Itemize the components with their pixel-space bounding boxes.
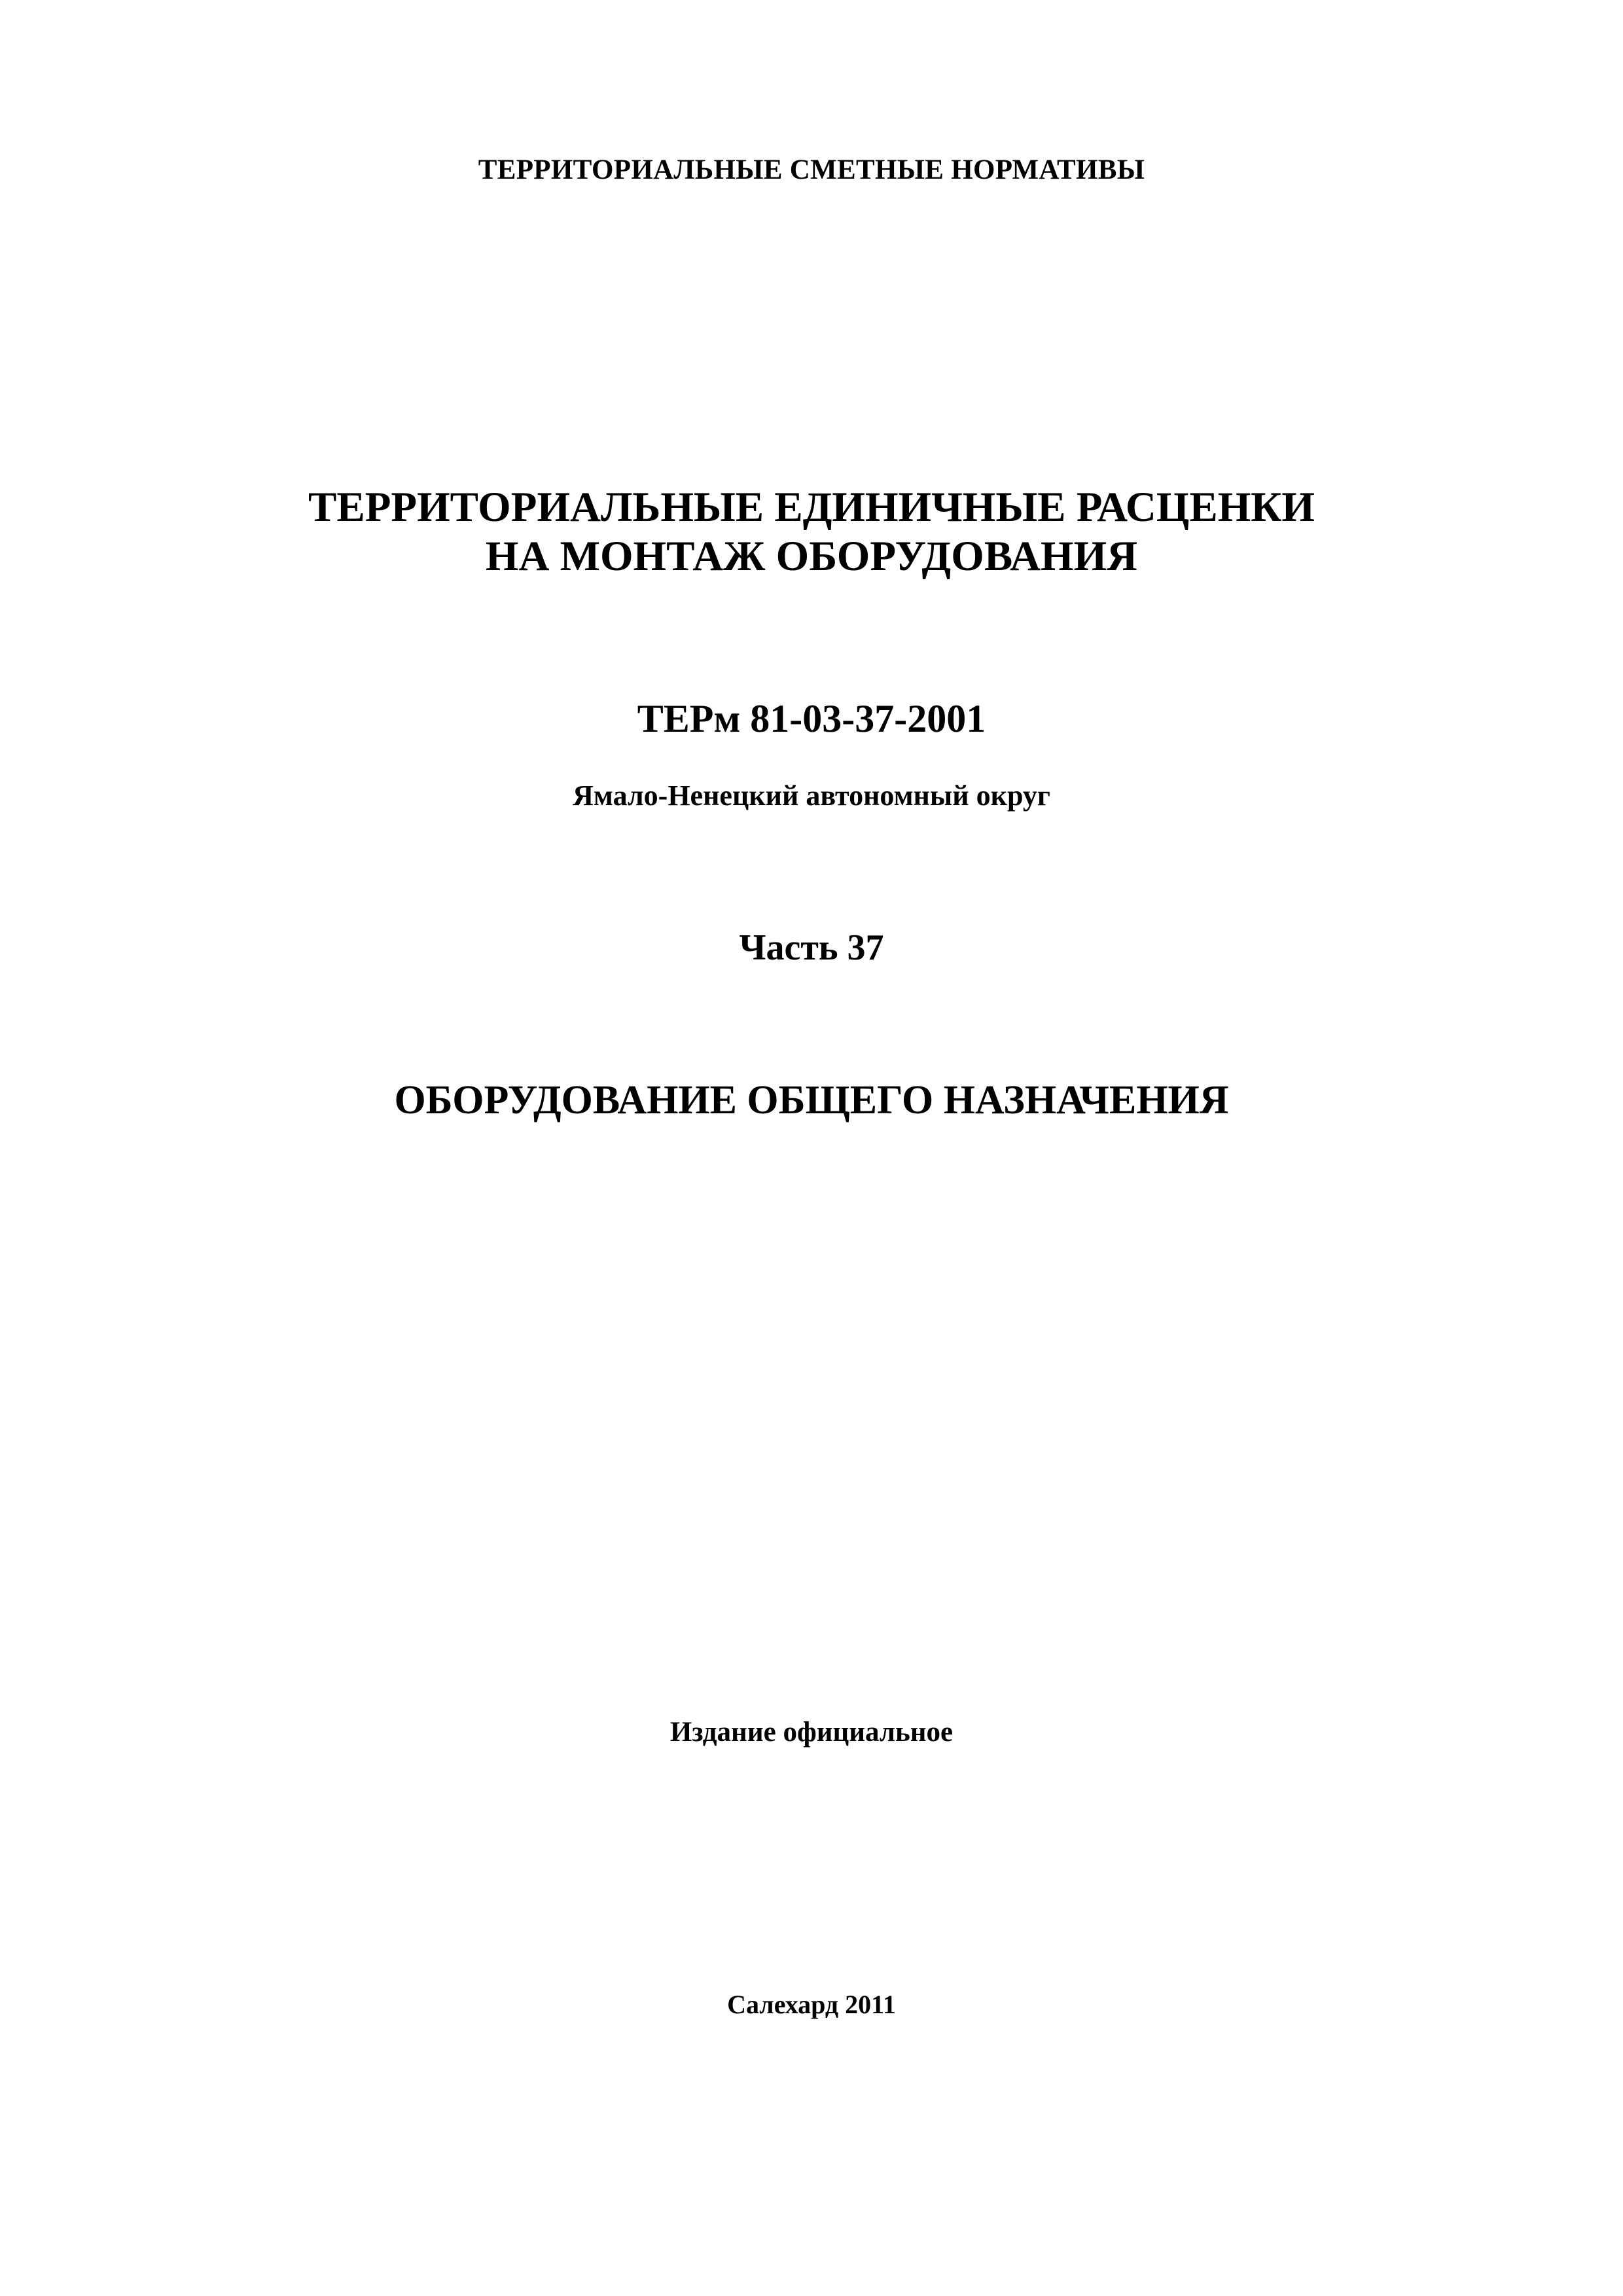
edition-label: Издание официальное bbox=[669, 1717, 954, 1748]
series-title: ТЕРРИТОРИАЛЬНЫЕ СМЕТНЫЕ НОРМАТИВЫ bbox=[478, 154, 1145, 185]
section-title: ОБОРУДОВАНИЕ ОБЩЕГО НАЗНАЧЕНИЯ bbox=[394, 1078, 1229, 1122]
main-title-line-2: НА МОНТАЖ ОБОРУДОВАНИЯ bbox=[485, 533, 1138, 580]
part-label: Часть 37 bbox=[739, 927, 884, 968]
place-and-year: Салехард 2011 bbox=[727, 1990, 896, 2019]
main-title-line-1: ТЕРРИТОРИАЛЬНЫЕ ЕДИНИЧНЫЕ РАСЦЕНКИ bbox=[308, 484, 1315, 531]
document-code: ТЕРм 81-03-37-2001 bbox=[637, 697, 986, 740]
region-name: Ямало-Ненецкий автономный округ bbox=[573, 780, 1050, 812]
